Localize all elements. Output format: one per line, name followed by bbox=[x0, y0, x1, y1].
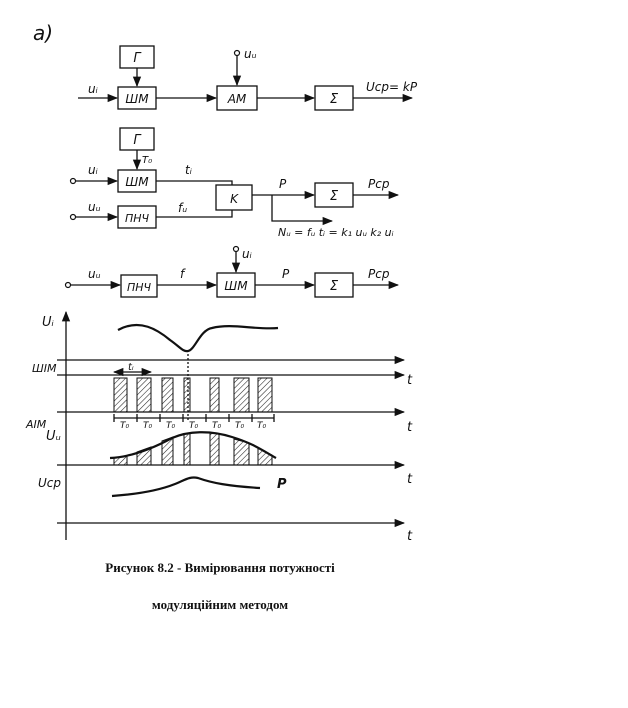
block-sum-2-label: Σ bbox=[329, 189, 339, 204]
block-sum-3-label: Σ bbox=[329, 279, 339, 294]
t-label-1: t bbox=[407, 373, 413, 388]
block-key-label: K bbox=[230, 192, 238, 206]
signal-f-3: f bbox=[180, 267, 185, 281]
caption-line-1: Рисунок 8.2 - Вимірювання потужності bbox=[105, 560, 335, 575]
block-generator-1-label: Г bbox=[133, 51, 141, 66]
t0-2: T₀ bbox=[143, 421, 153, 431]
t0-dimensions bbox=[114, 414, 274, 431]
pam-envelope bbox=[110, 432, 276, 458]
scheme-1 bbox=[78, 46, 418, 110]
t0-7: T₀ bbox=[257, 421, 267, 431]
signal-t0-2: T₀ bbox=[142, 155, 153, 166]
signal-ui-1: uᵢ bbox=[88, 82, 98, 96]
t-label-4: t bbox=[407, 529, 413, 544]
panel-label: а) bbox=[33, 21, 54, 45]
t0-6: T₀ bbox=[235, 421, 245, 431]
pam-pulses bbox=[114, 433, 272, 465]
t0-1: T₀ bbox=[120, 421, 130, 431]
label-pam: АІМ bbox=[26, 418, 47, 431]
signal-pcp-3: Pср bbox=[368, 267, 390, 281]
t0-5: T₀ bbox=[212, 421, 222, 431]
block-vfc-3-label: ПНЧ bbox=[126, 281, 152, 294]
block-generator-2-label: Г bbox=[133, 133, 141, 148]
block-pwm-1-label: ШМ bbox=[125, 92, 149, 106]
block-pwm-3-label: ШМ bbox=[224, 279, 248, 293]
signal-uu-2: uᵤ bbox=[88, 200, 101, 214]
signal-ti-2: tᵢ bbox=[185, 163, 192, 177]
t-label-3: t bbox=[407, 472, 413, 487]
ucp-curve bbox=[112, 477, 260, 496]
block-vfc-2-label: ПНЧ bbox=[124, 212, 150, 225]
p-label: P bbox=[277, 477, 287, 492]
block-am-label: АМ bbox=[227, 92, 247, 106]
signal-pcp-2: Pср bbox=[368, 177, 390, 191]
signal-p-2: P bbox=[279, 177, 287, 191]
signal-fu-2: fᵤ bbox=[178, 201, 188, 215]
count-equation-2: Nᵤ = fᵤ tᵢ = k₁ uᵤ k₂ uᵢ bbox=[278, 226, 394, 239]
block-sum-1-label: Σ bbox=[329, 92, 339, 107]
output-equation-1: Uср= kP bbox=[366, 80, 418, 94]
ti-label: tᵢ bbox=[128, 362, 134, 373]
t-label-2: t bbox=[407, 420, 413, 435]
signal-ui-3: uᵢ bbox=[242, 247, 252, 261]
scheme-2 bbox=[71, 128, 399, 239]
scheme-3 bbox=[66, 247, 399, 298]
caption-line-2: модуляційним методом bbox=[151, 597, 289, 612]
t0-4: T₀ bbox=[189, 421, 199, 431]
axis-label-ucp: Uср bbox=[38, 476, 61, 490]
signal-uu-1: uᵤ bbox=[244, 47, 257, 61]
block-pwm-2-label: ШМ bbox=[125, 175, 149, 189]
t0-3: T₀ bbox=[166, 421, 176, 431]
axis-label-ui: Uᵢ bbox=[42, 315, 54, 330]
signal-uu-3: uᵤ bbox=[88, 267, 101, 281]
axis-label-uu: Uᵤ bbox=[46, 429, 61, 444]
ui-curve bbox=[118, 325, 278, 351]
signal-ui-2: uᵢ bbox=[88, 163, 98, 177]
timing-diagrams bbox=[25, 312, 413, 544]
signal-p-3: P bbox=[282, 267, 290, 281]
pwm-pulses bbox=[114, 378, 272, 412]
label-pwm: ШІМ bbox=[32, 362, 57, 375]
